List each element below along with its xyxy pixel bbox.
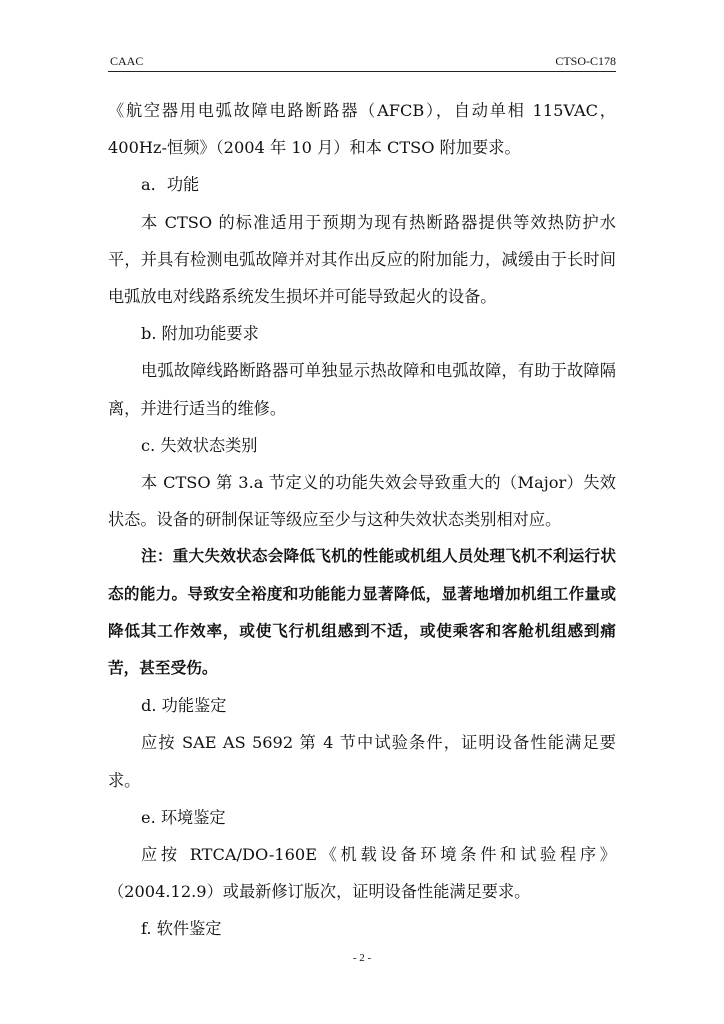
function-paragraph: 本 CTSO 的标准适用于预期为现有热断路器提供等效热防护水平，并具有检测电弧故障并对其作出反应的附加能力，减缓由于长时间电弧放电对线路系统发生损坏并可能导致起火的设备。	[108, 212, 616, 307]
note-paragraph: 注：重大失效状态会降低飞机的性能或机组人员处理飞机不利运行状态的能力。导致安全裕度和功能能力显著降低，显著地增加机组工作量或降低其工作效率，或使飞行机组感到不适，或使乘客和客舱机组感到痛苦，甚至受伤。	[108, 547, 616, 678]
section-heading-environmental-qualification: e. 环境鉴定	[141, 807, 226, 827]
header-org: CAAC	[110, 54, 144, 68]
document-body	[108, 92, 616, 948]
section-heading-functional-qualification: d. 功能鉴定	[141, 696, 227, 716]
section-heading-function: a．功能	[141, 175, 200, 195]
environmental-qualification-paragraph: 应按 RTCA/DO-160E《机载设备环境条件和试验程序》（2004.12.9）或最新修订版次，证明设备性能满足要求。	[108, 845, 616, 902]
section-heading-software-qualification: f. 软件鉴定	[141, 919, 222, 939]
page-number: - 2 -	[352, 952, 372, 964]
additional-requirements-paragraph: 电弧故障线路断路器可单独显示热故障和电弧故障，有助于故障隔离，并进行适当的维修。	[108, 361, 616, 418]
functional-qualification-paragraph: 应按 SAE AS 5692 第 4 节中试验条件，证明设备性能满足要求。	[108, 733, 616, 790]
section-heading-failure-condition: c. 失效状态类别	[141, 435, 258, 455]
intro-paragraph-continued: 《航空器用电弧故障电路断路器（AFCB），自动单相 115VAC，400Hz-恒频》（2004 年 10 月）和本 CTSO 附加要求。	[108, 101, 616, 158]
failure-condition-paragraph: 本 CTSO 第 3.a 节定义的功能失效会导致重大的（Major）失效状态。设备的研制保证等级应至少与这种失效状态类别相对应。	[108, 473, 616, 530]
header-doc-id: CTSO-C178	[555, 54, 616, 68]
section-heading-additional-requirements: b. 附加功能要求	[141, 324, 259, 344]
page-header	[108, 51, 616, 72]
